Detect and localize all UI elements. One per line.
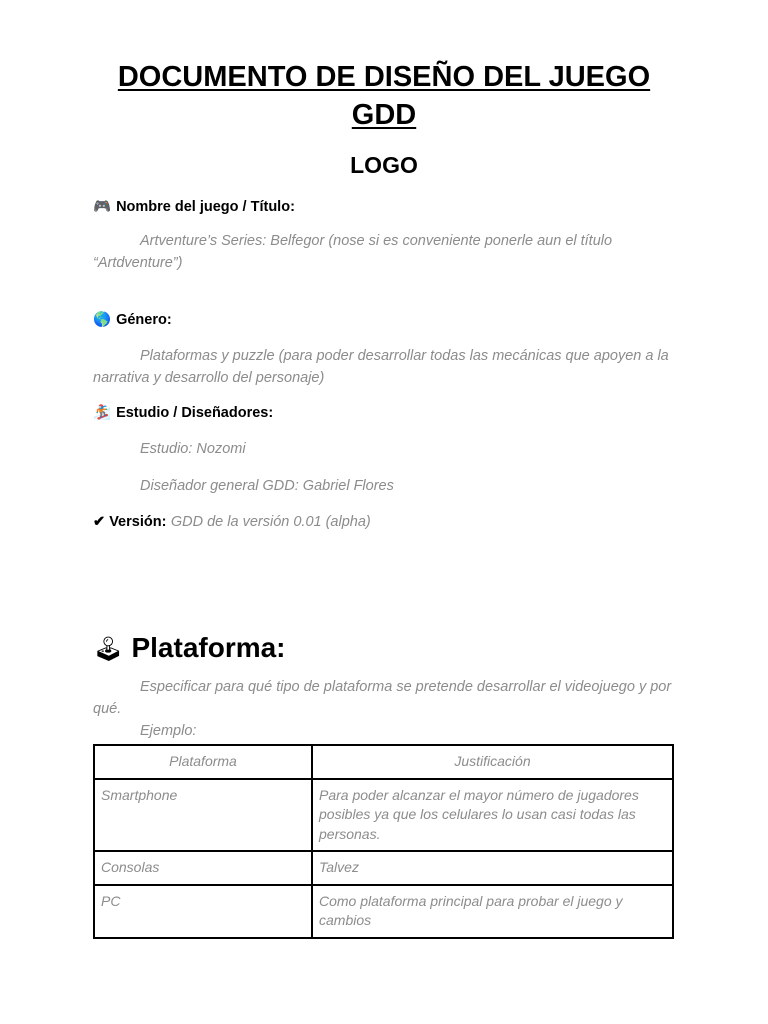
designer-text: Diseñador general GDD: Gabriel Flores (140, 478, 394, 494)
studio-label: Estudio / Diseñadores: (116, 405, 274, 421)
platform-description: Especificar para qué tipo de plataforma se pretende desarrollar el videojuego y por qué. (93, 679, 672, 717)
studio-label-row (93, 403, 273, 423)
table-cell-platform: PC (94, 885, 312, 938)
table-cell-platform: Smartphone (94, 779, 312, 852)
globe-icon: 🌎 (93, 312, 112, 328)
genre-label-row (93, 310, 172, 330)
table-cell-justification: Talvez (312, 851, 673, 885)
document-title-line2: GDD (351, 99, 417, 131)
platform-heading-row (93, 631, 286, 667)
platform-heading: Plataforma: (131, 632, 286, 663)
table-row (94, 779, 673, 852)
person-icon: 🏂 (93, 405, 112, 421)
genre-label: Género: (116, 312, 172, 328)
table-row (94, 851, 673, 885)
version-text: GDD de la versión 0.01 (alpha) (170, 514, 371, 530)
studio-text: Estudio: Nozomi (140, 441, 246, 457)
genre-text: Plataformas y puzzle (para poder desarrollar todas las mecánicas que apoyen a la narrativa y desarrollo del personaje) (93, 348, 669, 386)
game-name-text: Artventure’s Series: Belfegor (nose si es conveniente ponerle aun el título “Artdventure”) (93, 233, 613, 271)
platform-table (93, 744, 674, 939)
table-cell-justification: Para poder alcanzar el mayor número de jugadores posibles ya que los celulares lo usan casi todas las personas. (312, 779, 673, 852)
table-cell-justification: Como plataforma principal para probar el juego y cambios (312, 885, 673, 938)
checkmark-icon: ✔ (93, 514, 106, 530)
gamepad-icon: 🎮 (93, 199, 112, 215)
logo-placeholder: LOGO (350, 152, 418, 178)
table-row (94, 885, 673, 938)
version-label: Versión: (109, 514, 167, 530)
table-header-platform: Plataforma (94, 745, 312, 779)
table-header-justification: Justificación (312, 745, 673, 779)
joystick-icon: 🕹 (93, 636, 124, 663)
version-row (93, 511, 371, 533)
document-title-line1: DOCUMENTO DE DISEÑO DEL JUEGO (117, 61, 651, 93)
table-cell-platform: Consolas (94, 851, 312, 885)
example-label: Ejemplo: (140, 723, 197, 739)
table-header-row (94, 745, 673, 779)
game-name-label-row (93, 197, 295, 217)
game-name-label: Nombre del juego / Título: (116, 199, 295, 215)
